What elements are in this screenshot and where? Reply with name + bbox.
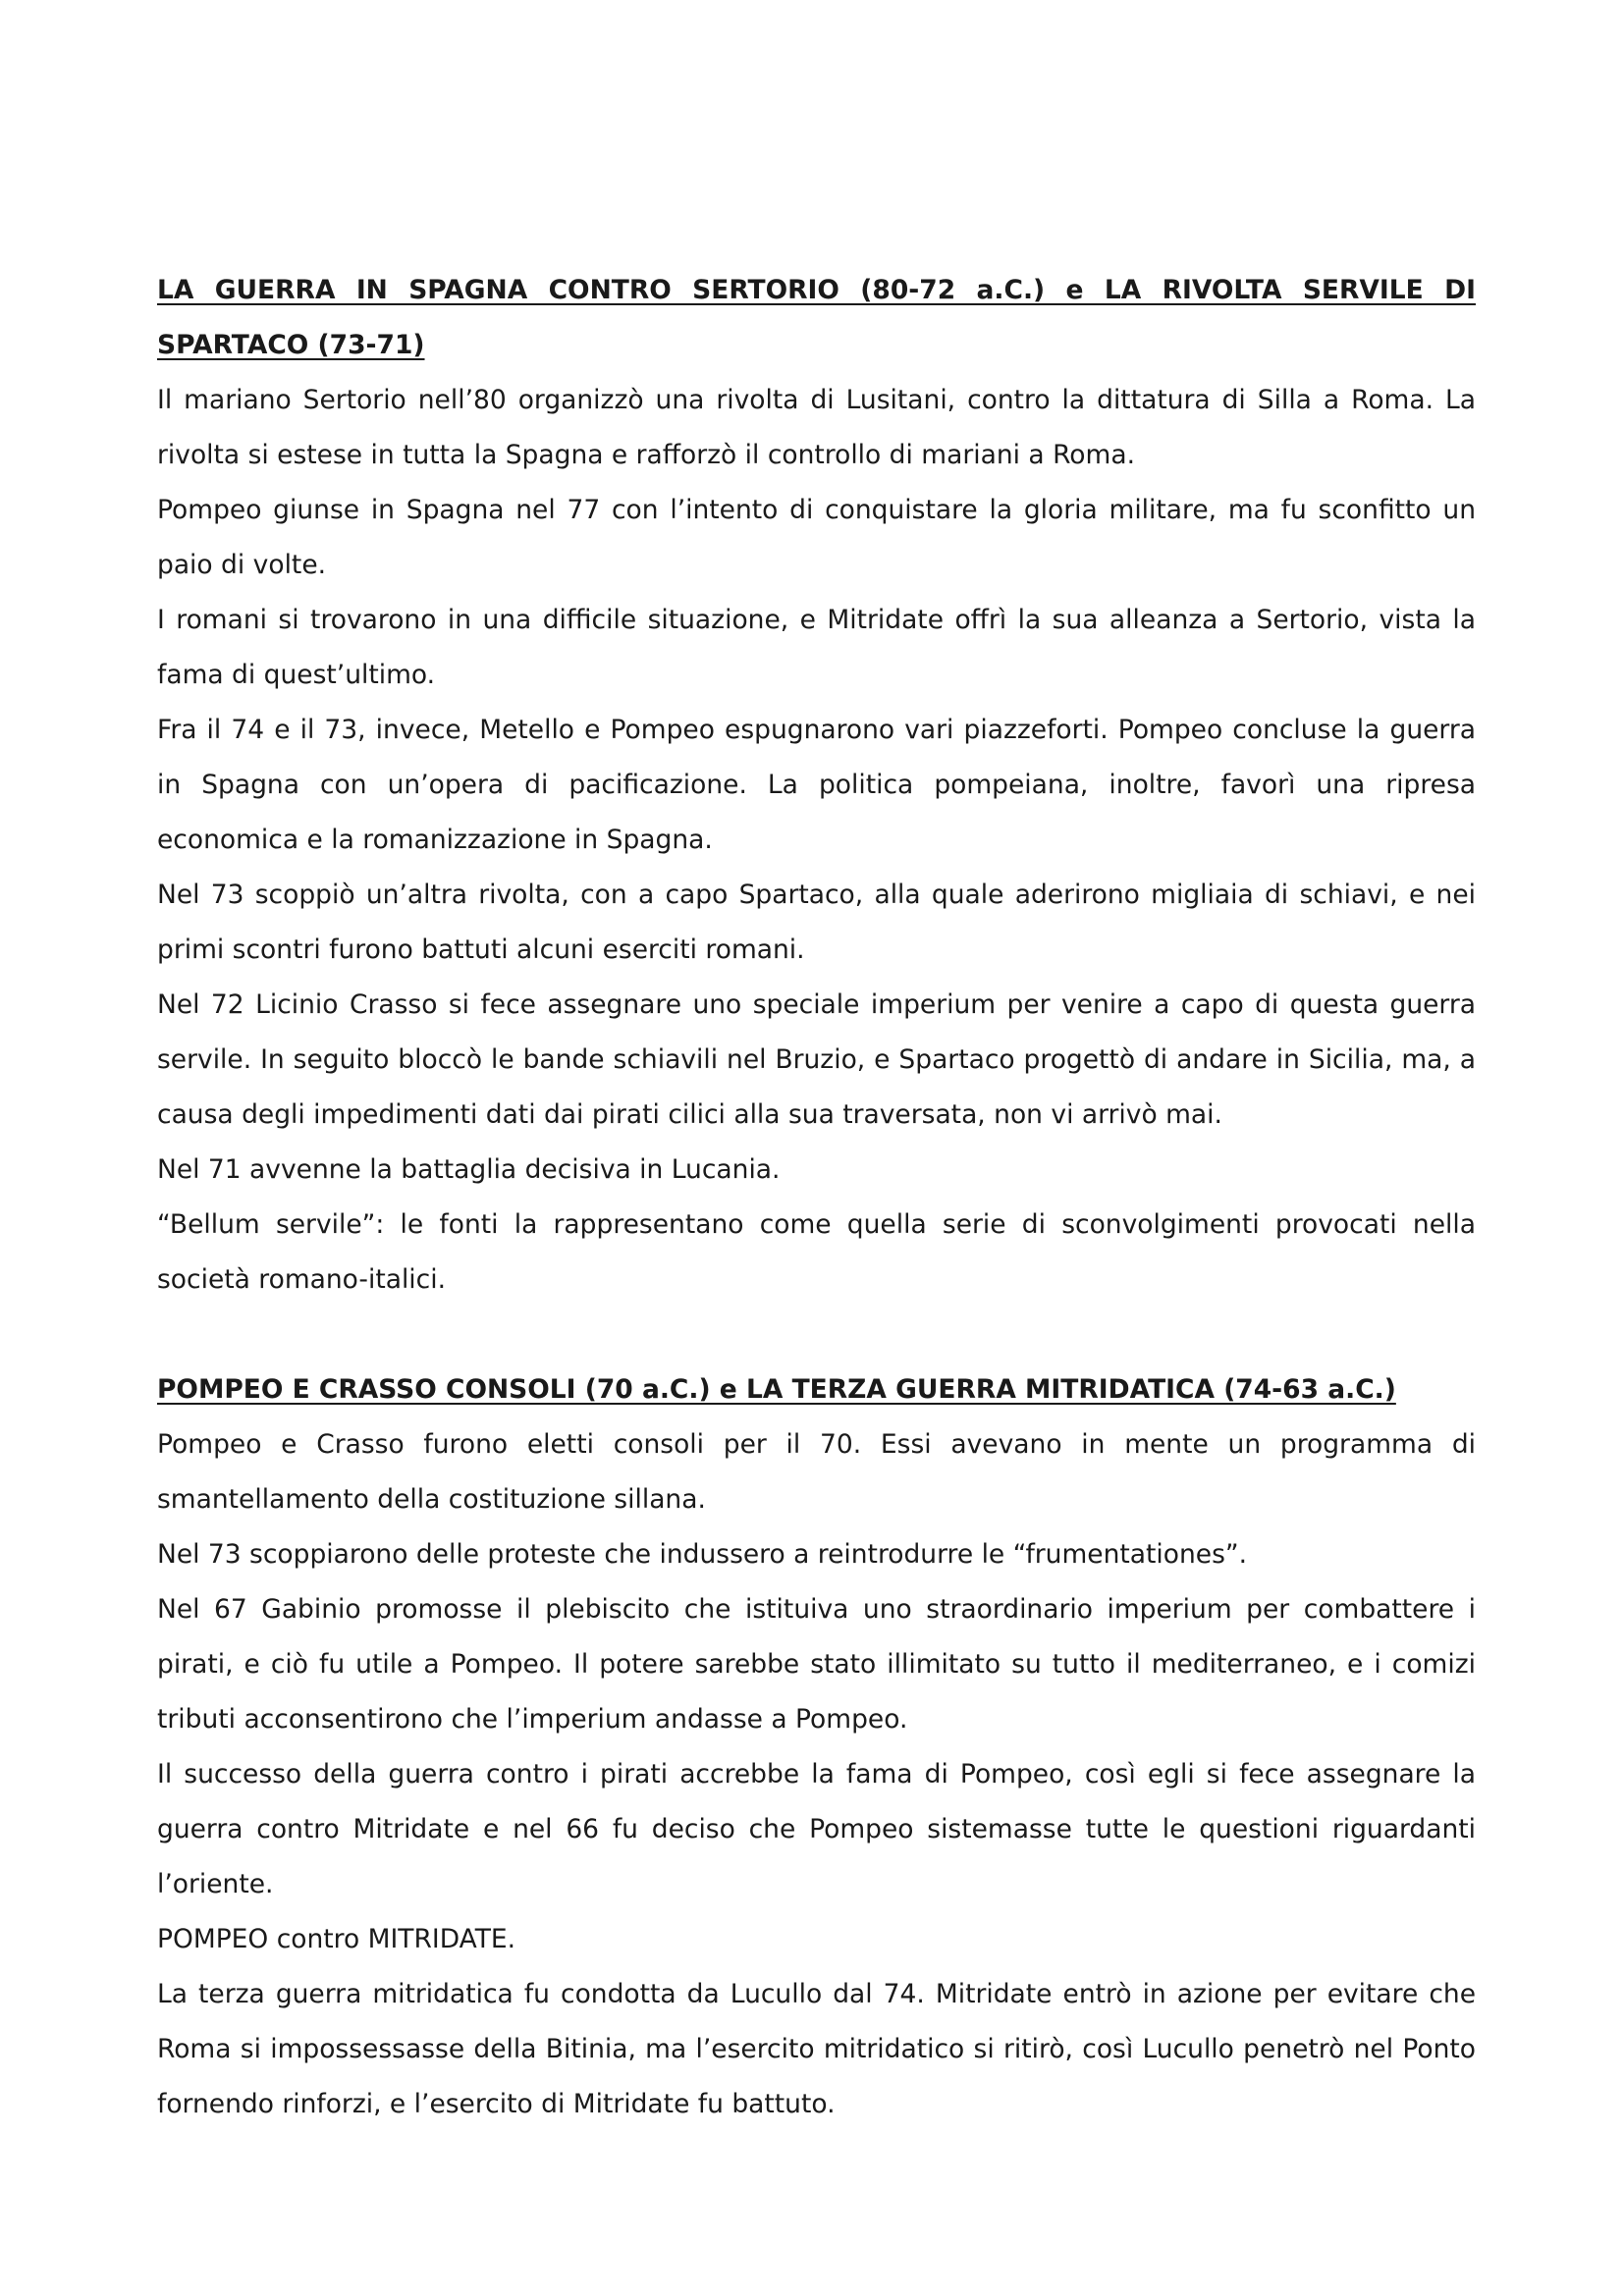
- document-page: [157, 263, 1476, 2132]
- section-sertorio-spartaco: [157, 263, 1476, 1308]
- paragraph: Il successo della guerra contro i pirati accrebbe la fama di Pompeo, così egli si fece assegnare la guerra contro Mitridate e nel 66 fu deciso che Pompeo sistemasse tutte le questioni riguardanti l’oriente.: [157, 1759, 1476, 1899]
- paragraph: Nel 73 scoppiarono delle proteste che indussero a reintrodurre le “frumentationes”.: [157, 1539, 1248, 1570]
- paragraph: Nel 73 scoppiò un’altra rivolta, con a capo Spartaco, alla quale aderirono migliaia di schiavi, e nei primi scontri furono battuti alcuni eserciti romani.: [157, 880, 1476, 965]
- paragraph: Il mariano Sertorio nell’80 organizzò una rivolta di Lusitani, contro la dittatura di Silla a Roma. La rivolta si estese in tutta la Spagna e rafforzò il controllo di mariani a Roma.: [157, 385, 1476, 470]
- paragraph: POMPEO contro MITRIDATE.: [157, 1924, 516, 1954]
- section-heading: POMPEO E CRASSO CONSOLI (70 a.C.) e LA TERZA GUERRA MITRIDATICA (74-63 a.C.): [157, 1374, 1396, 1405]
- paragraph: La terza guerra mitridatica fu condotta da Lucullo dal 74. Mitridate entrò in azione per evitare che Roma si impossessasse della Bitinia, ma l’esercito mitridatico si ritirò, così Lucullo penetrò nel Ponto fornendo rinforzi, e l’esercito di Mitridate fu battuto.: [157, 1979, 1476, 2119]
- paragraph: Fra il 74 e il 73, invece, Metello e Pompeo espugnarono vari piazzeforti. Pompeo concluse la guerra in Spagna con un’opera di pacificazione. La politica pompeiana, inoltre, favorì una ripresa economica e la romanizzazione in Spagna.: [157, 715, 1476, 855]
- paragraph: Pompeo e Crasso furono eletti consoli per il 70. Essi avevano in mente un programma di smantellamento della costituzione sillana.: [157, 1429, 1476, 1515]
- section-pompeo-crasso: [157, 1362, 1476, 2132]
- paragraph: Nel 67 Gabinio promosse il plebiscito che istituiva uno straordinario imperium per combattere i pirati, e ciò fu utile a Pompeo. Il potere sarebbe stato illimitato su tutto il mediterraneo, e i comizi tributi acconsentirono che l’imperium andasse a Pompeo.: [157, 1594, 1476, 1735]
- paragraph: “Bellum servile”: le fonti la rappresentano come quella serie di sconvolgimenti provocati nella società romano-italici.: [157, 1209, 1476, 1295]
- section-heading: LA GUERRA IN SPAGNA CONTRO SERTORIO (80-72 a.C.) e LA RIVOLTA SERVILE DI SPARTACO (73-71): [157, 275, 1476, 360]
- paragraph: Nel 71 avvenne la battaglia decisiva in Lucania.: [157, 1154, 781, 1185]
- paragraph: Pompeo giunse in Spagna nel 77 con l’intento di conquistare la gloria militare, ma fu sconfitto un paio di volte.: [157, 495, 1476, 580]
- paragraph: I romani si trovarono in una difficile situazione, e Mitridate offrì la sua alleanza a Sertorio, vista la fama di quest’ultimo.: [157, 605, 1476, 690]
- paragraph: Nel 72 Licinio Crasso si fece assegnare uno speciale imperium per venire a capo di questa guerra servile. In seguito bloccò le bande schiavili nel Bruzio, e Spartaco progettò di andare in Sicilia, ma, a causa degli impedimenti dati dai pirati cilici alla sua traversata, non vi arrivò mai.: [157, 989, 1476, 1130]
- section-spacer: [157, 1308, 1476, 1362]
